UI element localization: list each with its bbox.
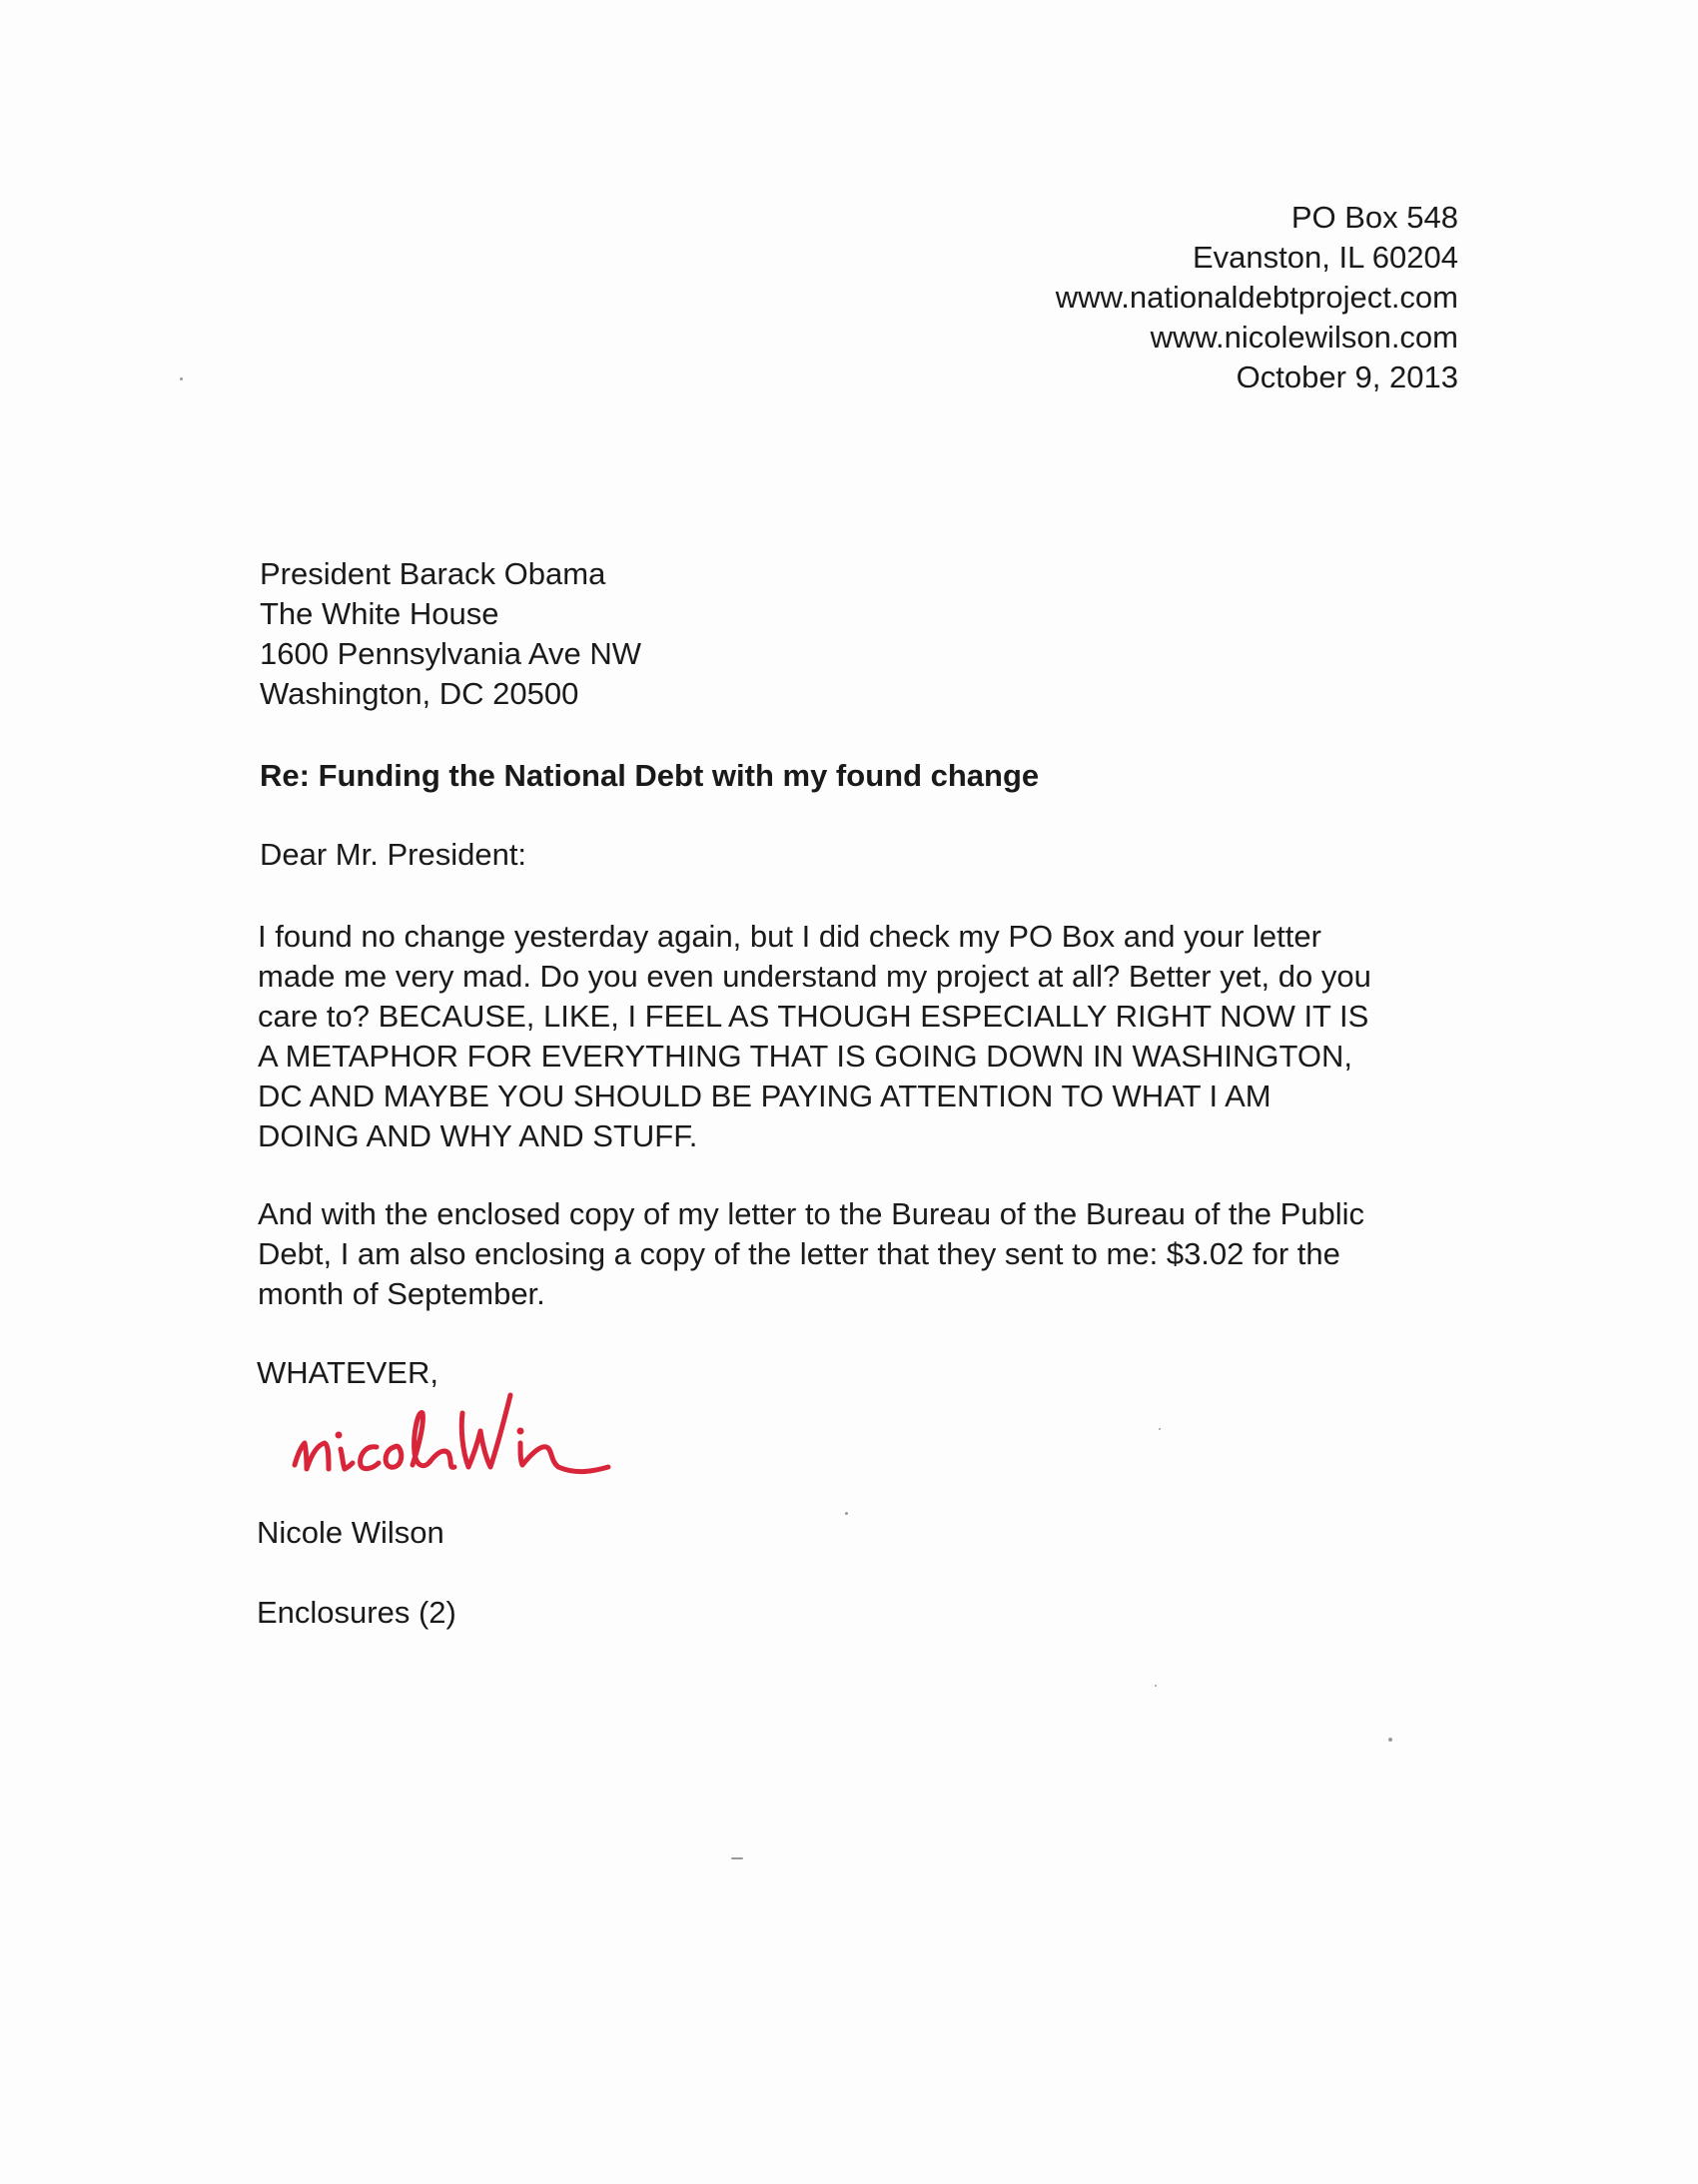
body-line: Debt, I am also enclosing a copy of the letter that they sent to me: $3.02 for the	[258, 1236, 1340, 1271]
closing: WHATEVER,	[257, 1355, 438, 1390]
subject-line: Re: Funding the National Debt with my found change	[260, 758, 1040, 793]
body-line: I found no change yesterday again, but I did check my PO Box and your letter	[258, 919, 1321, 954]
body-paragraph-1	[258, 917, 1496, 1156]
scan-speck	[731, 1857, 743, 1859]
recipient-address-block	[260, 554, 641, 714]
sender-po-box: PO Box 548	[1290, 200, 1458, 235]
scan-speck	[1159, 1428, 1161, 1430]
body-paragraph-2	[258, 1194, 1496, 1314]
recipient-street: 1600 Pennsylvania Ave NW	[260, 636, 641, 671]
sender-address-block	[1056, 198, 1458, 397]
body-line: And with the enclosed copy of my letter to the Bureau of the Bureau of the Public	[258, 1196, 1365, 1231]
letter-date: October 9, 2013	[1236, 360, 1458, 394]
body-line: made me very mad. Do you even understand my project at all? Better yet, do you	[258, 959, 1371, 994]
handwritten-signature-icon	[285, 1373, 684, 1493]
recipient-name: President Barack Obama	[260, 556, 606, 591]
signer-name: Nicole Wilson	[257, 1515, 444, 1550]
sender-website-personal: www.nicolewilson.com	[1150, 320, 1458, 355]
salutation: Dear Mr. President:	[260, 837, 527, 872]
scan-speck	[1155, 1685, 1157, 1687]
recipient-city-state-zip: Washington, DC 20500	[260, 676, 579, 711]
scan-speck	[1388, 1738, 1392, 1742]
body-line: care to? BECAUSE, LIKE, I FEEL AS THOUGH ESPECIALLY RIGHT NOW IT IS	[258, 999, 1369, 1034]
body-line: A METAPHOR FOR EVERYTHING THAT IS GOING DOWN IN WASHINGTON,	[258, 1039, 1353, 1074]
enclosures-note: Enclosures (2)	[257, 1595, 456, 1630]
sender-city-state-zip: Evanston, IL 60204	[1193, 240, 1458, 275]
body-line: DOING AND WHY AND STUFF.	[258, 1118, 698, 1153]
scan-speck	[180, 377, 183, 380]
recipient-organization: The White House	[260, 596, 499, 631]
body-line: month of September.	[258, 1276, 545, 1311]
body-line: DC AND MAYBE YOU SHOULD BE PAYING ATTENTION TO WHAT I AM	[258, 1079, 1272, 1113]
scan-speck	[845, 1512, 848, 1515]
sender-website-project: www.nationaldebtproject.com	[1055, 280, 1458, 315]
